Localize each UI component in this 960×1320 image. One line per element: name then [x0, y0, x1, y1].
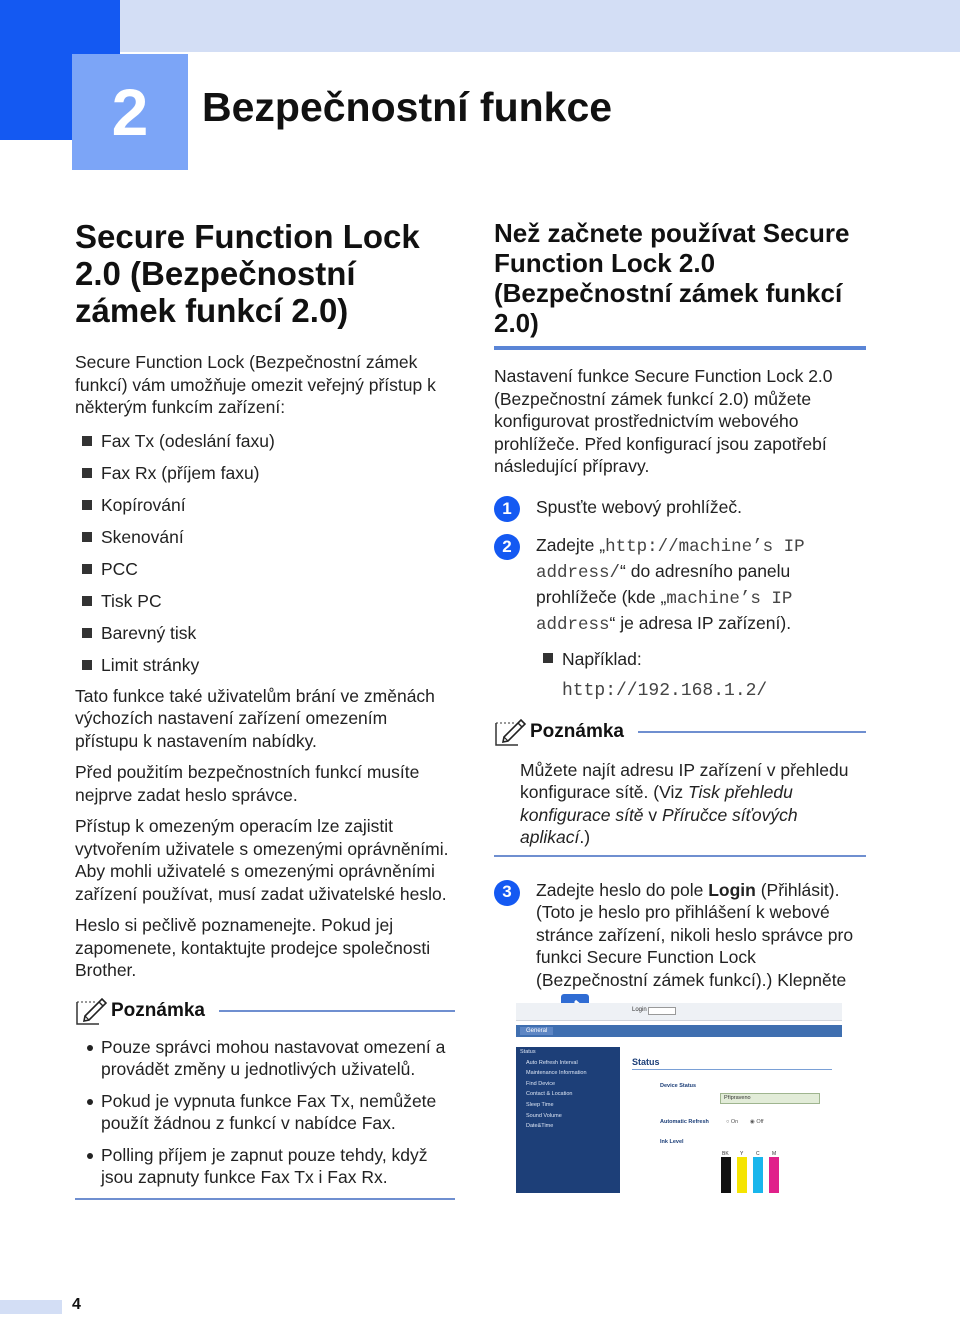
list-item: Barevný tisk	[75, 622, 455, 654]
ink-bar-m	[769, 1157, 779, 1193]
step-3: 3 Zadejte heslo do pole Login (Přihlásit). (Toto je heslo pro přihlášení k webové stránce zařízení, nikoli heslo správce pro funkci Secure Function Lock (Bezpečnostní zámek funkcí).) Klepněte	[494, 879, 866, 1021]
intro-paragraph: Secure Function Lock (Bezpečnostní zámek funkcí) vám umožňuje omezit veřejný přístup k některým funkcím zařízení:	[75, 352, 436, 417]
step-number-icon: 1	[494, 496, 520, 522]
header-band	[120, 0, 960, 52]
square-bullet-icon	[82, 532, 92, 542]
step-number-icon: 2	[494, 534, 520, 560]
login-bar	[516, 1003, 842, 1021]
radio-off[interactable]: ◉ Off	[750, 1119, 764, 1125]
list-item: Pokud je vypnuta funkce Fax Tx, nemůžete použít žádnou z funkcí v nabídce Fax.	[75, 1090, 455, 1135]
square-bullet-icon	[82, 660, 92, 670]
list-item: Tisk PC	[75, 590, 455, 622]
panel-rule	[632, 1069, 832, 1070]
dot-bullet-icon	[87, 1045, 93, 1051]
example-item	[536, 647, 866, 671]
device-status-label: Device Status	[660, 1083, 697, 1089]
sidebar-item[interactable]: Sleep Time	[526, 1101, 554, 1108]
left-column	[75, 218, 455, 1200]
dot-bullet-icon	[87, 1099, 93, 1105]
ink-label-y: Y	[740, 1151, 744, 1157]
list-item: Fax Rx (příjem faxu)	[75, 462, 455, 494]
radio-on[interactable]: ○ On	[726, 1119, 739, 1125]
ink-bar-bk	[721, 1157, 731, 1193]
list-item: Kopírování	[75, 494, 455, 526]
footer-band	[0, 1300, 62, 1314]
address-code: machine’s IP address	[536, 588, 793, 635]
ink-label-c: C	[756, 1151, 760, 1157]
sidebar-item[interactable]: Auto Refresh Interval	[526, 1059, 578, 1066]
note-header	[75, 994, 455, 1028]
step-2: 2 Zadejte „http://machine’s IP address/“ do adresního panelu prohlížeče (kde „machine’s IP address“ je adresa IP zařízení). Například: http://192.168.1.2/	[494, 533, 866, 703]
list-item: Skenování	[75, 526, 455, 558]
sidebar-item[interactable]: Date&Time	[526, 1123, 554, 1130]
ink-label-bk: BK	[722, 1151, 729, 1157]
pencil-note-icon	[75, 996, 107, 1026]
sidebar-item-status[interactable]: Status	[520, 1049, 536, 1055]
paragraph: Před použitím bezpečnostních funkcí musíte nejprve zadat heslo správce.	[75, 762, 420, 805]
note-rule	[638, 731, 866, 733]
list-item: Fax Tx (odeslání faxu)	[75, 430, 455, 462]
url-code: http://machine’s IP address/	[536, 536, 805, 583]
paragraph: Tato funkce také uživatelům brání ve změnách výchozích nastavení zařízení omezením přístupu k nastavením nabídky.	[75, 685, 435, 751]
sidebar-item[interactable]: Contact & Location	[526, 1091, 573, 1098]
square-bullet-icon	[82, 596, 92, 606]
web-interface-screenshot	[516, 1003, 842, 1193]
note-title: Poznámka	[530, 720, 624, 742]
note-box	[75, 994, 455, 1200]
square-bullet-icon	[543, 653, 553, 663]
function-list	[75, 430, 455, 686]
auto-refresh-label: Automatic Refresh	[660, 1119, 709, 1125]
example-url: http://192.168.1.2/	[562, 680, 768, 701]
note-header	[494, 715, 866, 749]
page-number: 4	[72, 1296, 81, 1313]
sidebar-item[interactable]: Maintenance Information	[526, 1070, 587, 1077]
chapter-title: Bezpečnostní funkce	[202, 84, 613, 130]
note-bottom-rule	[494, 855, 866, 857]
heading-rule	[494, 346, 866, 350]
sidebar	[516, 1047, 620, 1193]
step-number-icon: 3	[494, 880, 520, 906]
chapter-number: 2	[72, 54, 188, 170]
square-bullet-icon	[82, 500, 92, 510]
note-rule	[219, 1010, 455, 1012]
list-item: Limit stránky	[75, 654, 455, 686]
right-column	[494, 218, 866, 1020]
dot-bullet-icon	[87, 1153, 93, 1159]
square-bullet-icon	[82, 564, 92, 574]
status-panel	[626, 1047, 842, 1193]
panel-title: Status	[632, 1057, 660, 1067]
list-item: Polling příjem je zapnut pouze tehdy, když jsou zapnuty funkce Fax Tx i Fax Rx.	[75, 1144, 455, 1189]
list-item: Pouze správci mohou nastavovat omezení a provádět změny u jednotlivých uživatelů.	[75, 1036, 455, 1081]
ink-bar-c	[753, 1157, 763, 1193]
note-text: Můžete najít adresu IP zařízení v přehledu konfigurace sítě. (Viz Tisk přehledu konfigurace sítě v Příručce síťových aplikací.)	[520, 759, 849, 847]
section-heading: Než začnete používat Secure Function Lock 2.0 (Bezpečnostní zámek funkcí 2.0)	[494, 218, 850, 338]
square-bullet-icon	[82, 468, 92, 478]
login-input[interactable]	[648, 1007, 676, 1015]
paragraph: Heslo si pečlivě poznamenejte. Pokud jej zapomenete, kontaktujte prodejce společnosti Brother.	[75, 915, 431, 980]
ink-bar-y	[737, 1157, 747, 1193]
section-heading: Secure Function Lock 2.0 (Bezpečnostní zámek funkcí 2.0)	[75, 218, 420, 329]
pencil-note-icon	[494, 717, 526, 747]
tab-bar	[516, 1025, 842, 1037]
device-status-value: Připraveno	[720, 1093, 820, 1104]
list-item: PCC	[75, 558, 455, 590]
note-bottom-rule	[75, 1198, 455, 1200]
square-bullet-icon	[82, 628, 92, 638]
tab-general[interactable]: General	[520, 1027, 553, 1035]
intro-paragraph: Nastavení funkce Secure Function Lock 2.0 (Bezpečnostní zámek funkcí 2.0) můžete konfigurovat prostřednictvím webového prohlížeče. Před konfigurací jsou zapotřebí následující přípravy.	[494, 366, 833, 476]
example-label: Například:	[562, 648, 642, 669]
ink-label-m: M	[772, 1151, 777, 1157]
note-list	[75, 1036, 455, 1189]
sidebar-item[interactable]: Sound Volume	[526, 1112, 562, 1119]
login-label: Login	[632, 1007, 647, 1013]
note-box	[494, 715, 866, 857]
square-bullet-icon	[82, 436, 92, 446]
note-title: Poznámka	[111, 999, 205, 1021]
sidebar-item[interactable]: Find Device	[526, 1080, 556, 1087]
step-1: 1 Spusťte webový prohlížeč.	[494, 495, 866, 519]
ink-level-label: Ink Level	[660, 1139, 684, 1145]
paragraph: Přístup k omezeným operacím lze zajistit vytvořením uživatele s omezenými oprávněními. Aby mohli uživatelé s omezenými oprávněními zařízení používat, musí zadat uživatelské heslo.	[75, 816, 449, 904]
